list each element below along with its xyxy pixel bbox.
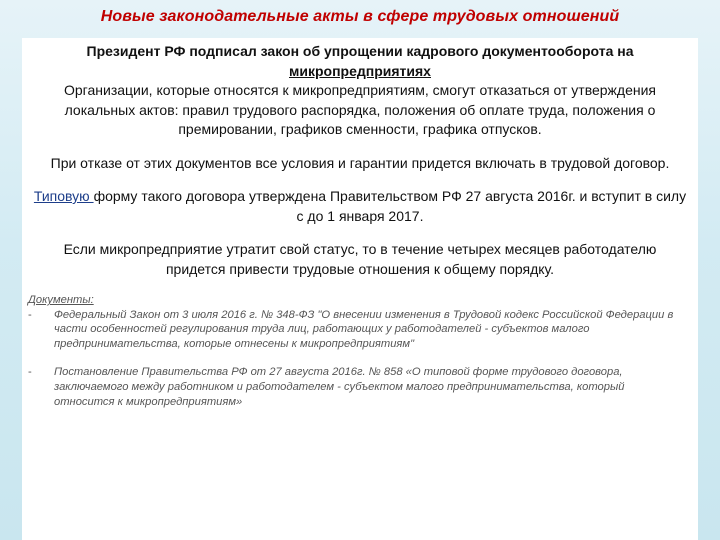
document-text: Постановление Правительства РФ от 27 августа 2016г. № 858 «О типовой форме трудового договора, заключаемого между работником и работодателем - субъектом малого предпринимательства, который относится к микропредприятиям»	[54, 366, 625, 408]
documents-section	[22, 293, 698, 409]
bullet-dash: -	[28, 366, 32, 379]
paragraph-local-acts: Организации, которые относятся к микропредприятиям, смогут отказаться от утверждения локальных актов: правил трудового распорядка, положения об оплате труда, положения о премировании, графиков сменности, графика отпусков.	[64, 82, 656, 137]
document-item-government-resolution	[28, 365, 688, 409]
content-panel	[22, 38, 698, 540]
standard-form-link[interactable]: Типовую	[33, 188, 94, 204]
slide-title: Новые законодательные акты в сфере трудовых отношений	[100, 8, 620, 25]
document-item-federal-law	[28, 308, 688, 352]
paragraph-employment-contract: При отказе от этих документов все условия и гарантии придется включать в трудовой договор.	[50, 154, 670, 171]
headline-line-1: Президент РФ подписал закон об упрощении кадрового документооборота на	[86, 43, 634, 59]
main-text	[22, 38, 698, 279]
paragraph-status-loss: Если микропредприятие утратит свой статус, то в течение четырех месяцев работодателю придется привести трудовые отношения к общему порядку.	[63, 241, 657, 277]
paragraph-standard-form-text: форму такого договора утверждена Правительством РФ 27 августа 2016г. и вступит в силу с до 1 января 2017.	[93, 188, 687, 224]
headline-line-2: микропредприятиях	[289, 62, 431, 79]
headline	[32, 42, 688, 81]
bullet-dash: -	[28, 308, 32, 321]
documents-heading: Документы:	[28, 294, 94, 306]
document-text: Федеральный Закон от 3 июля 2016 г. № 348-ФЗ "О внесении изменения в Трудовой кодекс Российской Федерации в части особенностей регулирования труда лиц, работающих у работодателей - субъектов малого предпринимательства, которые отнесены к микропредприятиям"	[54, 308, 674, 350]
paragraph-standard-form	[32, 187, 688, 226]
